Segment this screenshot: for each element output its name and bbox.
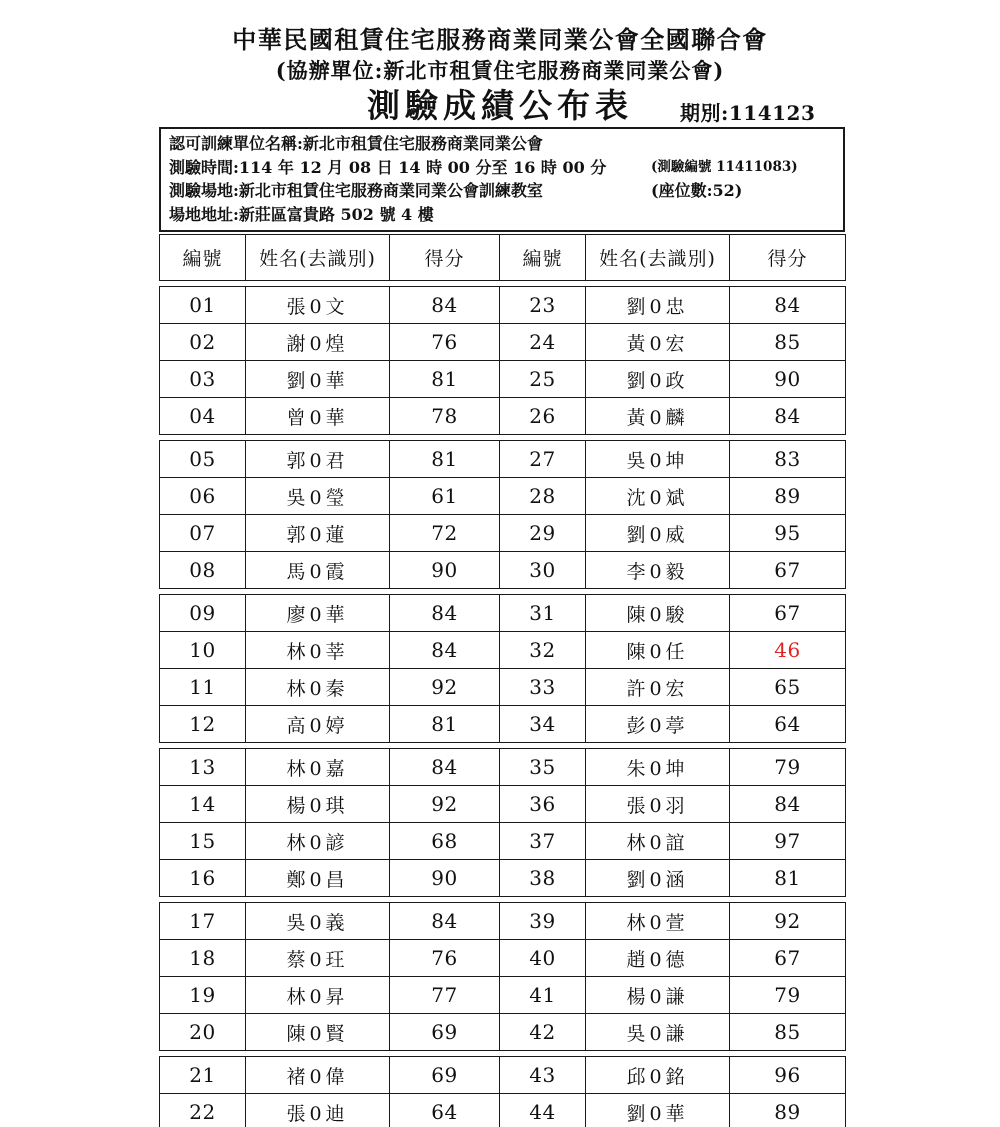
table-row [160, 786, 846, 823]
score-cell: 64 [730, 706, 846, 743]
score-cell: 85 [730, 1014, 846, 1051]
candidate-name-cell: 曾0華 [246, 398, 390, 435]
score-cell: 96 [730, 1057, 846, 1094]
candidate-name-cell: 張0羽 [586, 786, 730, 823]
candidate-number-cell: 25 [500, 361, 586, 398]
candidate-number-cell: 13 [160, 749, 246, 786]
score-cell: 46 [730, 632, 846, 669]
header-name-right: 姓名(去識別) [586, 235, 730, 281]
score-cell: 76 [390, 324, 500, 361]
venue-address-text: 場地地址:新莊區富貴路 502 號 4 樓 [169, 204, 434, 224]
candidate-name-cell: 張0文 [246, 287, 390, 324]
candidate-name-cell: 劉0忠 [586, 287, 730, 324]
candidate-number-cell: 27 [500, 441, 586, 478]
table-row [160, 515, 846, 552]
score-table-groups [159, 286, 845, 1127]
score-table-group [159, 1056, 846, 1127]
table-row [160, 287, 846, 324]
candidate-name-cell: 陳0駿 [586, 595, 730, 632]
co-organizer-subtitle: (協辦單位:新北市租賃住宅服務商業同業公會) [275, 58, 725, 83]
exam-info-box [159, 127, 845, 232]
score-table-group [159, 902, 846, 1051]
info-line-exam-time [169, 156, 835, 180]
candidate-number-cell: 33 [500, 669, 586, 706]
candidate-number-cell: 04 [160, 398, 246, 435]
table-row [160, 669, 846, 706]
exam-number-text: (測驗編號 11411083) [651, 158, 798, 175]
candidate-name-cell: 張0迪 [246, 1094, 390, 1127]
candidate-name-cell: 劉0政 [586, 361, 730, 398]
candidate-name-cell: 馬0霞 [246, 552, 390, 589]
candidate-number-cell: 28 [500, 478, 586, 515]
candidate-number-cell: 32 [500, 632, 586, 669]
candidate-name-cell: 郭0蓮 [246, 515, 390, 552]
table-row [160, 1014, 846, 1051]
candidate-name-cell: 廖0華 [246, 595, 390, 632]
score-cell: 67 [730, 940, 846, 977]
candidate-number-cell: 39 [500, 903, 586, 940]
header-no-left: 編號 [160, 235, 246, 281]
table-row [160, 1094, 846, 1127]
candidate-number-cell: 23 [500, 287, 586, 324]
score-cell: 67 [730, 595, 846, 632]
candidate-name-cell: 楊0謙 [586, 977, 730, 1014]
candidate-name-cell: 吳0義 [246, 903, 390, 940]
exam-time-text: 測驗時間:114 年 12 月 08 日 14 時 00 分至 16 時 00 分 [169, 157, 607, 177]
score-cell: 81 [390, 706, 500, 743]
header-row [160, 235, 846, 281]
exam-venue-text: 測驗場地:新北市租賃住宅服務商業同業公會訓練教室 [169, 181, 543, 200]
score-cell: 89 [730, 478, 846, 515]
candidate-name-cell: 林0莘 [246, 632, 390, 669]
candidate-number-cell: 29 [500, 515, 586, 552]
score-cell: 89 [730, 1094, 846, 1127]
score-cell: 95 [730, 515, 846, 552]
candidate-number-cell: 12 [160, 706, 246, 743]
table-row [160, 977, 846, 1014]
table-row [160, 860, 846, 897]
score-table-header [159, 234, 846, 281]
candidate-name-cell: 蔡0玨 [246, 940, 390, 977]
table-row [160, 632, 846, 669]
header-score-left: 得分 [390, 235, 500, 281]
table-row [160, 1057, 846, 1094]
candidate-number-cell: 41 [500, 977, 586, 1014]
page-title: 測驗成績公布表 [367, 86, 633, 125]
candidate-name-cell: 彭0葶 [586, 706, 730, 743]
score-cell: 79 [730, 749, 846, 786]
candidate-name-cell: 高0婷 [246, 706, 390, 743]
candidate-name-cell: 劉0華 [586, 1094, 730, 1127]
table-row [160, 595, 846, 632]
candidate-number-cell: 16 [160, 860, 246, 897]
candidate-name-cell: 吳0坤 [586, 441, 730, 478]
candidate-name-cell: 劉0涵 [586, 860, 730, 897]
candidate-name-cell: 黃0宏 [586, 324, 730, 361]
header-score-right: 得分 [730, 235, 846, 281]
candidate-number-cell: 26 [500, 398, 586, 435]
score-cell: 84 [730, 786, 846, 823]
score-cell: 90 [730, 361, 846, 398]
candidate-name-cell: 朱0坤 [586, 749, 730, 786]
score-cell: 92 [390, 669, 500, 706]
candidate-number-cell: 06 [160, 478, 246, 515]
candidate-number-cell: 20 [160, 1014, 246, 1051]
table-row [160, 441, 846, 478]
score-cell: 69 [390, 1057, 500, 1094]
candidate-number-cell: 11 [160, 669, 246, 706]
candidate-name-cell: 楊0琪 [246, 786, 390, 823]
candidate-number-cell: 21 [160, 1057, 246, 1094]
candidate-name-cell: 陳0賢 [246, 1014, 390, 1051]
score-cell: 84 [390, 287, 500, 324]
candidate-number-cell: 40 [500, 940, 586, 977]
score-cell: 84 [390, 749, 500, 786]
candidate-name-cell: 劉0威 [586, 515, 730, 552]
score-cell: 97 [730, 823, 846, 860]
candidate-name-cell: 褚0偉 [246, 1057, 390, 1094]
candidate-name-cell: 李0毅 [586, 552, 730, 589]
candidate-number-cell: 17 [160, 903, 246, 940]
score-cell: 61 [390, 478, 500, 515]
header-name-left: 姓名(去識別) [246, 235, 390, 281]
table-row [160, 398, 846, 435]
candidate-number-cell: 15 [160, 823, 246, 860]
candidate-name-cell: 林0諺 [246, 823, 390, 860]
candidate-number-cell: 44 [500, 1094, 586, 1127]
score-cell: 77 [390, 977, 500, 1014]
candidate-name-cell: 謝0煌 [246, 324, 390, 361]
table-row [160, 361, 846, 398]
candidate-name-cell: 林0萱 [586, 903, 730, 940]
score-cell: 76 [390, 940, 500, 977]
report-header [0, 0, 1000, 125]
org-title: 中華民國租賃住宅服務商業同業公會全國聯合會 [232, 25, 768, 54]
table-row [160, 552, 846, 589]
score-cell: 90 [390, 860, 500, 897]
score-cell: 68 [390, 823, 500, 860]
candidate-name-cell: 鄭0昌 [246, 860, 390, 897]
candidate-name-cell: 林0誼 [586, 823, 730, 860]
candidate-number-cell: 01 [160, 287, 246, 324]
candidate-name-cell: 吳0瑩 [246, 478, 390, 515]
score-cell: 85 [730, 324, 846, 361]
table-row [160, 324, 846, 361]
candidate-number-cell: 42 [500, 1014, 586, 1051]
score-cell: 79 [730, 977, 846, 1014]
candidate-name-cell: 郭0君 [246, 441, 390, 478]
score-table-group [159, 594, 846, 743]
seat-count-text: (座位數:52) [651, 181, 743, 200]
table-row [160, 749, 846, 786]
candidate-name-cell: 林0昇 [246, 977, 390, 1014]
candidate-number-cell: 18 [160, 940, 246, 977]
score-cell: 81 [390, 361, 500, 398]
score-cell: 83 [730, 441, 846, 478]
candidate-number-cell: 08 [160, 552, 246, 589]
score-cell: 84 [390, 632, 500, 669]
candidate-number-cell: 35 [500, 749, 586, 786]
score-table-group [159, 440, 846, 589]
candidate-name-cell: 劉0華 [246, 361, 390, 398]
candidate-name-cell: 趙0德 [586, 940, 730, 977]
score-cell: 78 [390, 398, 500, 435]
candidate-number-cell: 37 [500, 823, 586, 860]
candidate-number-cell: 14 [160, 786, 246, 823]
candidate-number-cell: 38 [500, 860, 586, 897]
score-cell: 92 [730, 903, 846, 940]
header-no-right: 編號 [500, 235, 586, 281]
period-label: 期別:114123 [680, 101, 816, 125]
score-table-group [159, 748, 846, 897]
candidate-number-cell: 03 [160, 361, 246, 398]
score-cell: 65 [730, 669, 846, 706]
candidate-name-cell: 林0秦 [246, 669, 390, 706]
info-line-training-unit [169, 132, 835, 156]
score-cell: 69 [390, 1014, 500, 1051]
candidate-number-cell: 43 [500, 1057, 586, 1094]
training-unit-text: 認可訓練單位名稱:新北市租賃住宅服務商業同業公會 [169, 134, 543, 153]
table-row [160, 903, 846, 940]
score-cell: 84 [390, 595, 500, 632]
candidate-number-cell: 34 [500, 706, 586, 743]
score-cell: 81 [390, 441, 500, 478]
candidate-name-cell: 陳0任 [586, 632, 730, 669]
table-row [160, 706, 846, 743]
score-cell: 84 [390, 903, 500, 940]
candidate-name-cell: 林0嘉 [246, 749, 390, 786]
score-cell: 81 [730, 860, 846, 897]
score-cell: 84 [730, 287, 846, 324]
candidate-number-cell: 07 [160, 515, 246, 552]
candidate-number-cell: 24 [500, 324, 586, 361]
score-cell: 64 [390, 1094, 500, 1127]
score-cell: 72 [390, 515, 500, 552]
score-table-group [159, 286, 846, 435]
score-cell: 90 [390, 552, 500, 589]
score-cell: 84 [730, 398, 846, 435]
candidate-name-cell: 邱0銘 [586, 1057, 730, 1094]
score-cell: 92 [390, 786, 500, 823]
info-line-venue-address [169, 203, 835, 227]
candidate-name-cell: 黃0麟 [586, 398, 730, 435]
table-row [160, 940, 846, 977]
candidate-number-cell: 05 [160, 441, 246, 478]
candidate-number-cell: 30 [500, 552, 586, 589]
score-table-area [159, 234, 845, 1127]
candidate-name-cell: 沈0斌 [586, 478, 730, 515]
table-row [160, 478, 846, 515]
score-cell: 67 [730, 552, 846, 589]
candidate-number-cell: 09 [160, 595, 246, 632]
info-line-exam-venue [169, 179, 835, 203]
candidate-name-cell: 許0宏 [586, 669, 730, 706]
candidate-number-cell: 02 [160, 324, 246, 361]
candidate-name-cell: 吳0謙 [586, 1014, 730, 1051]
candidate-number-cell: 22 [160, 1094, 246, 1127]
title-row [0, 87, 1000, 125]
candidate-number-cell: 31 [500, 595, 586, 632]
table-row [160, 823, 846, 860]
candidate-number-cell: 36 [500, 786, 586, 823]
candidate-number-cell: 10 [160, 632, 246, 669]
candidate-number-cell: 19 [160, 977, 246, 1014]
